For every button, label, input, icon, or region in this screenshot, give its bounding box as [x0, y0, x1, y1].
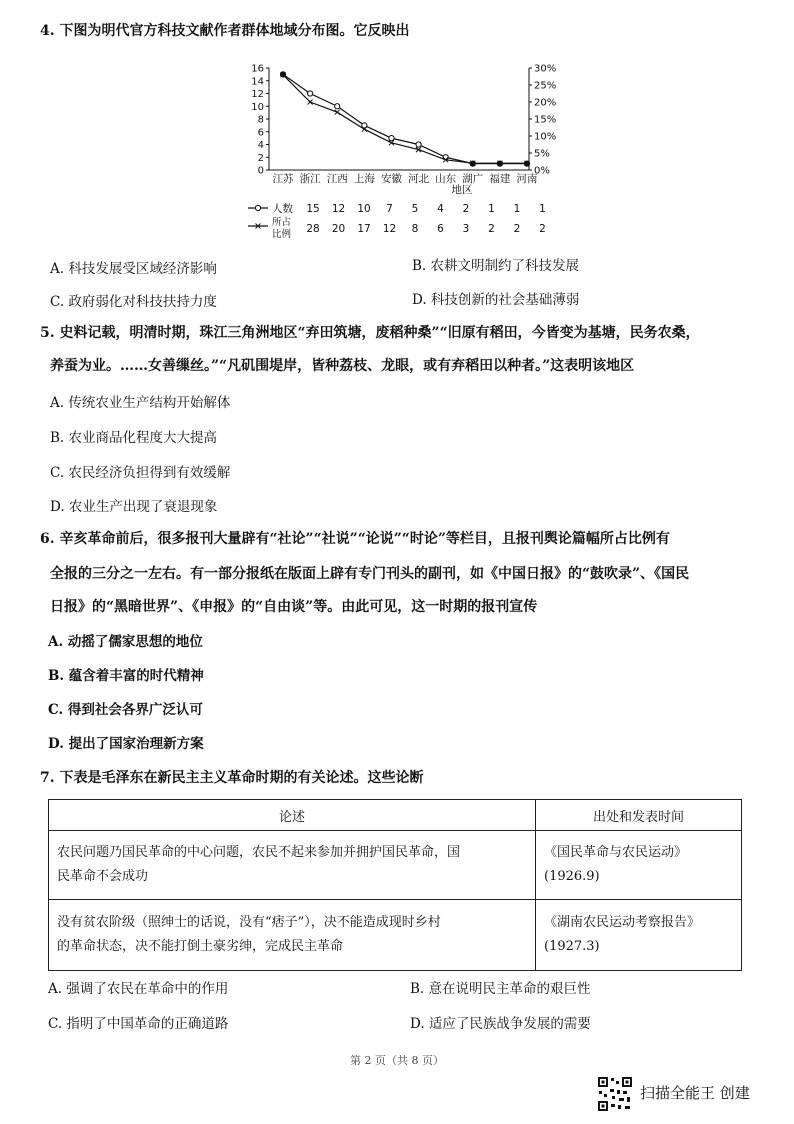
count-point: [335, 104, 340, 109]
q7-option-d[interactable]: D. 适应了民族战争发展的需要: [410, 1016, 591, 1032]
left-tick-label: 12: [251, 89, 264, 100]
q5-option-a[interactable]: A. 传统农业生产结构开始解体: [50, 395, 231, 411]
q6-option-b[interactable]: B. 蕴含着丰富的时代精神: [48, 668, 204, 684]
count-point: [416, 142, 421, 147]
left-tick-label: 6: [257, 127, 264, 139]
q4-option-b[interactable]: B. 农耕文明制约了科技发展: [412, 258, 580, 274]
legend-count-value: 5: [411, 203, 419, 215]
right-axis: [529, 64, 556, 177]
table-header-row: [49, 800, 742, 831]
legend-ratio-value: 2: [539, 223, 546, 235]
x-axis-label: 地区: [451, 184, 473, 196]
q7-option-c[interactable]: C. 指明了中国革命的正确道路: [48, 1016, 229, 1032]
q7-table: [48, 799, 742, 971]
legend-count-value: 10: [357, 203, 371, 215]
legend-count-marker: [255, 205, 260, 210]
q4-chart: [240, 50, 570, 245]
category-label: 江西: [326, 173, 348, 185]
legend-ratio-label-1: 所占: [272, 217, 292, 228]
table-header-statement: 论述: [49, 800, 536, 831]
category-label: 浙江: [299, 173, 321, 185]
statement-line: 民革命不会成功: [57, 869, 149, 884]
right-tick-label: 10%: [534, 131, 557, 143]
series-line-count: [283, 74, 527, 163]
legend-ratio-value: 17: [357, 223, 371, 235]
legend-ratio-value: 12: [382, 223, 397, 235]
right-tick-label: 0%: [534, 165, 550, 177]
page-number: 第 2 页（共 8 页）: [350, 1054, 444, 1067]
q7-option-b[interactable]: B. 意在说明民主革命的艰巨性: [410, 981, 591, 997]
category-label: 江苏: [272, 173, 294, 185]
right-tick-label: 15%: [534, 114, 557, 126]
legend-ratio-value: 6: [437, 223, 444, 235]
source-date: (1927.3): [544, 939, 600, 954]
q6-stem-line2: 全报的三分之一左右。有一部分报纸在版面上辟有专门刊头的副刊，如《中国日报》的“鼓吹录”、《国民: [50, 566, 690, 582]
category-label: 福建: [489, 173, 511, 185]
q5-option-b[interactable]: B. 农业商品化程度大大提高: [50, 430, 218, 446]
table-cell-statement: [49, 900, 536, 971]
category-label: 山东: [435, 173, 457, 185]
left-tick-label: 4: [257, 140, 264, 151]
left-axis: [251, 64, 529, 177]
q6-stem-line1: 6. 辛亥革命前后，很多报刊大量辟有“社论”“社说”“论说”“时论”等栏目，且报刊舆论篇幅所占比例有: [40, 531, 670, 547]
left-tick-label: 0: [257, 165, 264, 177]
q6-option-c[interactable]: C. 得到社会各界广泛认可: [48, 702, 203, 718]
ratio-point: [308, 100, 313, 105]
left-tick-label: 16: [251, 63, 264, 75]
legend-ratio-value: 2: [513, 223, 521, 235]
q4-option-c[interactable]: C. 政府弱化对科技扶持力度: [50, 294, 217, 310]
table-header-source: 出处和发表时间: [536, 800, 742, 831]
table-row: [49, 831, 742, 900]
legend-ratio-value: 3: [462, 223, 470, 235]
q4-stem: 4. 下图为明代官方科技文献作者群体地域分布图。它反映出: [40, 23, 410, 39]
category-label: 河南: [516, 173, 538, 185]
q5-option-c[interactable]: C. 农民经济负担得到有效缓解: [50, 465, 231, 481]
source-title: 《湖南农民运动考察报告》: [544, 915, 701, 930]
left-tick-label: 2: [257, 152, 264, 164]
q5-option-d[interactable]: D. 农业生产出现了衰退现象: [50, 499, 218, 515]
legend-count-value: 15: [306, 203, 320, 215]
legend-ratio-value: 20: [331, 223, 346, 235]
left-tick-label: 14: [251, 76, 264, 88]
q6-option-d[interactable]: D. 提出了国家治理新方案: [48, 736, 204, 752]
legend-count-value: 1: [488, 203, 495, 215]
table-cell-source: [536, 900, 742, 971]
legend-count-value: 1: [539, 203, 546, 215]
source-date: (1926.9): [544, 869, 600, 884]
count-point: [389, 136, 394, 141]
category-label: 上海: [353, 173, 375, 185]
category-label: 安徽: [380, 173, 402, 185]
q4-option-a[interactable]: A. 科技发展受区域经济影响: [50, 261, 217, 277]
category-label: 河北: [408, 173, 430, 185]
table-cell-source: [536, 831, 742, 900]
q6-stem-line3: 日报》的“黑暗世界”、《申报》的“自由谈”等。由此可见，这一时期的报刊宣传: [50, 599, 538, 615]
legend-ratio-value: 28: [306, 223, 320, 235]
right-tick-label: 5%: [534, 148, 550, 160]
count-point: [308, 91, 313, 96]
table-row: [49, 900, 742, 971]
q7-stem: 7. 下表是毛泽东在新民主主义革命时期的有关论述。这些论断: [40, 770, 424, 786]
statement-line: 没有贫农阶级（照绅士的话说，没有“痞子”），决不能造成现时乡村: [57, 915, 441, 930]
chart-legend-table: [248, 202, 546, 240]
source-title: 《国民革命与农民运动》: [544, 845, 688, 860]
legend-count-value: 12: [331, 203, 346, 215]
legend-count-label: 人数: [272, 203, 293, 215]
legend-count-value: 2: [462, 203, 470, 215]
series-line-ratio: [283, 75, 527, 163]
legend-ratio-value: 2: [488, 223, 495, 235]
legend-ratio-label-2: 比例: [272, 229, 292, 240]
legend-count-value: 4: [437, 203, 444, 215]
right-tick-label: 20%: [534, 97, 557, 109]
category-labels: [273, 172, 538, 185]
q5-stem-line2: 养蚕为业。……女善缫丝。”“凡矶围堤岸，皆种荔枝、龙眼，或有弃稻田以种者。”这表明该地区: [50, 358, 635, 374]
legend-count-value: 1: [513, 203, 521, 215]
q6-option-a[interactable]: A. 动摇了儒家思想的地位: [48, 634, 203, 650]
left-tick-label: 8: [257, 114, 264, 126]
right-tick-label: 25%: [534, 80, 557, 92]
left-tick-label: 10: [251, 101, 264, 113]
statement-line: 的革命状态，决不能打倒土豪劣绅，完成民主革命: [57, 939, 344, 954]
qr-code-icon: [597, 1076, 633, 1112]
statement-line: 农民问题乃国民革命的中心问题，农民不起来参加并拥护国民革命，国: [57, 845, 461, 860]
right-tick-label: 30%: [534, 63, 557, 75]
series-layer: [280, 72, 529, 166]
q7-option-a[interactable]: A. 强调了农民在革命中的作用: [48, 981, 229, 997]
table-cell-statement: [49, 831, 536, 900]
legend-count-value: 7: [386, 203, 393, 215]
ratio-point: [335, 110, 340, 115]
scanner-watermark: 扫描全能王 创建: [640, 1084, 750, 1102]
category-label: 湖广: [462, 173, 484, 185]
legend-ratio-value: 8: [411, 223, 419, 235]
q5-stem-line1: 5. 史料记载，明清时期，珠江三角洲地区“弃田筑塘，废稻种桑”“旧原有稻田，今皆变为基塘，民务农桑，: [40, 325, 700, 341]
q4-option-d[interactable]: D. 科技创新的社会基础薄弱: [412, 292, 580, 308]
